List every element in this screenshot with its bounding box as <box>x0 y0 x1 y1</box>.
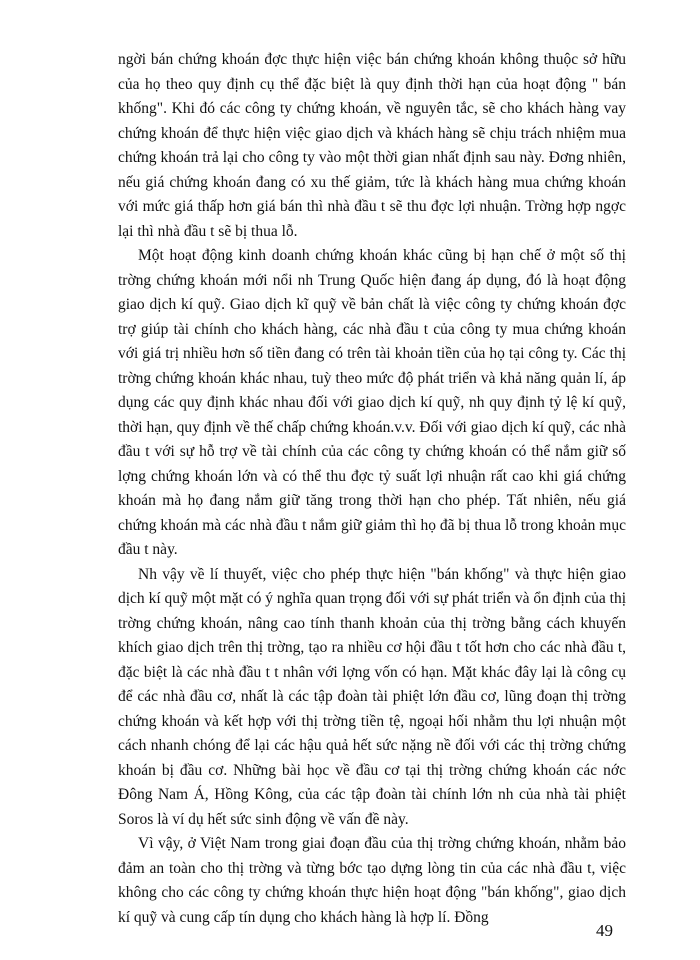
paragraph-1: ngời bán chứng khoán đợc thực hiện việc bán chứng khoán không thuộc sở hữu của họ theo quy định cụ thể đặc biệt là quy định thời hạn của hoạt động " bán khống". Khi đó các công ty chứng khoán, về nguyên tắc, sẽ cho khách hàng vay chứng khoán để thực hiện việc giao dịch và khách hàng sẽ chịu trách nhiệm mua chứng khoán trả lại cho công ty vào một thời gian nhất định sau này. Đơng nhiên, nếu giá chứng khoán đang có xu thế giảm, tức là khách hàng mua chứng khoán với mức giá thấp hơn giá bán thì nhà đầu t sẽ thu đợc lợi nhuận. Trờng hợp ngợc lại thì nhà đầu t sẽ bị thua lỗ. <box>118 51 626 240</box>
paragraph-3: Nh vậy về lí thuyết, việc cho phép thực hiện "bán khống" và thực hiện giao dịch kí quỹ một mặt có ý nghĩa quan trọng đối với sự phát triển và ổn định của thị trờng chứng khoán, nâng cao tính thanh khoản của thị trờng bằng cách khuyến khích giao dịch trên thị trờng, tạo ra nhiều cơ hội đầu t tốt hơn cho các nhà đầu t, đặc biệt là các nhà đầu t t nhân với lợng vốn có hạn. Mặt khác đây lại là công cụ để các nhà đầu cơ, nhất là các tập đoàn tài phiệt lớn đầu cơ, lũng đoạn thị trờng chứng khoán và kết hợp với thị trờng tiền tệ, ngoại hối nhằm thu lợi nhuận một cách nhanh chóng để lại các hậu quả hết sức nặng nề đối với các thị trờng chứng khoán bị đầu cơ. Những bài học về đầu cơ tại thị trờng chứng khoán các nớc Đông Nam Á, Hồng Kông, của các tập đoàn tài chính lớn nh của nhà tài phiệt Soros là ví dụ hết sức sinh động về vấn đề này. <box>118 565 626 828</box>
page-body <box>118 48 626 930</box>
page-number: 49 <box>596 921 613 940</box>
paragraph-4: Vì vậy, ở Việt Nam trong giai đoạn đầu của thị trờng chứng khoán, nhằm bảo đảm an toàn cho thị trờng và từng bớc tạo dựng lòng tin của các nhà đầu t, việc không cho các công ty chứng khoán thực hiện hoạt động "bán khống", giao dịch kí quỹ và cung cấp tín dụng cho khách hàng là hợp lí. Đồng <box>118 835 626 926</box>
paragraph-2: Một hoạt động kinh doanh chứng khoán khác cũng bị hạn chế ở một số thị trờng chứng khoán mới nổi nh Trung Quốc hiện đang áp dụng, đó là hoạt động giao dịch kí quỹ. Giao dịch kĩ quỹ về bản chất là việc công ty chứng khoán đợc trợ giúp tài chính cho khách hàng, các nhà đầu t của công ty mua chứng khoán với giá trị nhiều hơn số tiền đang có trên tài khoản tiền của họ tại công ty. Các thị trờng chứng khoán khác nhau, tuỳ theo mức độ phát triển và khả năng quản lí, áp dụng các quy định khác nhau đối với giao dịch kí quỹ, nh quy định tỷ lệ kí quỹ, thời hạn, quy định về thế chấp chứng khoán.v.v. Đối với giao dịch kí quỹ, các nhà đầu t với sự hỗ trợ về tài chính của các công ty chứng khoán có thể nắm giữ số lợng chứng khoán lớn và có thể thu đợc tỷ suất lợi nhuận rất cao khi giá chứng khoán mà họ đang nắm giữ tăng trong thời hạn cho phép. Tất nhiên, nếu giá chứng khoán mà các nhà đầu t nắm giữ giảm thì họ đã bị thua lỗ trong khoản mục đầu t này. <box>118 247 626 558</box>
